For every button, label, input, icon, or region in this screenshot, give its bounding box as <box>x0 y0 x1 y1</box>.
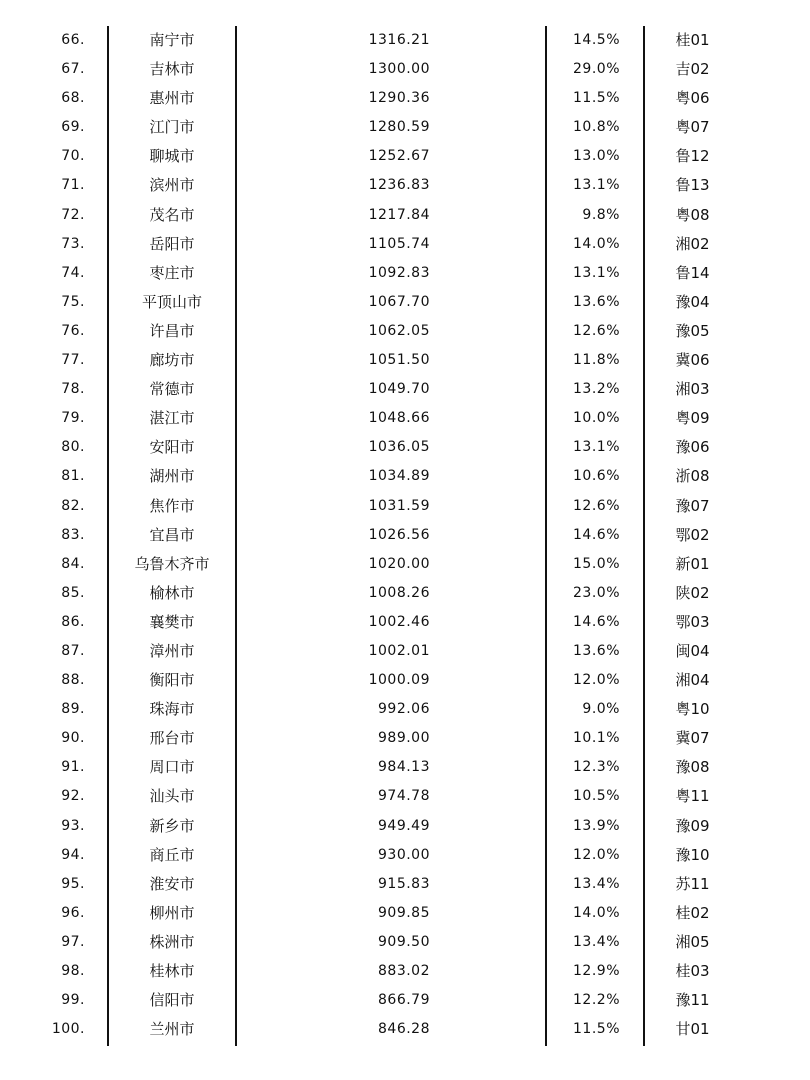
city-cell: 常德市 <box>149 380 195 399</box>
code-cell: 湘04 <box>675 671 710 690</box>
city-cell: 宜昌市 <box>149 525 195 544</box>
growth-cell: 11.5% <box>573 1021 620 1038</box>
city-cell: 周口市 <box>149 758 195 777</box>
rank-cell: 77. <box>61 352 85 369</box>
table-row <box>0 55 810 84</box>
code-cell: 鲁13 <box>675 176 710 195</box>
value-cell: 1217.84 <box>368 206 430 223</box>
value-cell: 846.28 <box>378 1021 430 1038</box>
growth-cell: 13.4% <box>573 875 620 892</box>
table-row <box>0 317 810 346</box>
table-row <box>0 637 810 666</box>
rank-cell: 69. <box>61 119 85 136</box>
code-cell: 豫09 <box>675 816 710 835</box>
table-row <box>0 1015 810 1044</box>
rank-cell: 88. <box>61 672 85 689</box>
value-cell: 1300.00 <box>368 61 430 78</box>
value-cell: 974.78 <box>378 788 430 805</box>
value-cell: 1026.56 <box>368 526 430 543</box>
city-cell: 桂林市 <box>149 962 195 980</box>
code-cell: 鄂03 <box>675 612 710 631</box>
city-cell: 江门市 <box>149 118 195 137</box>
city-cell: 株洲市 <box>149 932 195 951</box>
value-cell: 1020.00 <box>368 555 430 572</box>
value-cell: 1092.83 <box>368 264 430 281</box>
code-cell: 粤11 <box>675 787 710 806</box>
value-cell: 909.50 <box>378 933 430 950</box>
code-cell: 豫10 <box>675 845 710 864</box>
city-cell: 柳州市 <box>149 903 195 922</box>
code-cell: 桂02 <box>675 903 710 922</box>
growth-cell: 13.6% <box>573 293 620 310</box>
value-cell: 1034.89 <box>368 468 430 485</box>
value-cell: 866.79 <box>378 992 430 1009</box>
table-row <box>0 346 810 375</box>
rank-cell: 94. <box>61 846 85 863</box>
table-row <box>0 259 810 288</box>
value-cell: 1105.74 <box>368 235 430 252</box>
code-cell: 新01 <box>675 554 710 573</box>
growth-cell: 15.0% <box>573 555 620 572</box>
city-cell: 湖州市 <box>149 467 195 486</box>
city-cell: 岳阳市 <box>149 234 195 253</box>
rank-cell: 74. <box>61 264 85 281</box>
value-cell: 1000.09 <box>368 672 430 689</box>
value-cell: 989.00 <box>378 730 430 747</box>
rank-cell: 68. <box>61 90 85 107</box>
rank-cell: 95. <box>61 875 85 892</box>
table-row <box>0 579 810 608</box>
code-cell: 粤06 <box>675 89 710 108</box>
city-cell: 商丘市 <box>149 845 195 864</box>
rank-cell: 85. <box>61 584 85 601</box>
value-cell: 1290.36 <box>368 90 430 107</box>
growth-cell: 23.0% <box>573 584 620 601</box>
rank-cell: 76. <box>61 322 85 339</box>
value-cell: 930.00 <box>378 846 430 863</box>
code-cell: 豫11 <box>675 991 710 1010</box>
code-cell: 豫05 <box>675 321 710 340</box>
rank-cell: 80. <box>61 439 85 456</box>
rank-cell: 67. <box>61 61 85 78</box>
city-cell: 新乡市 <box>149 816 195 835</box>
value-cell: 915.83 <box>378 875 430 892</box>
growth-cell: 9.8% <box>582 206 620 223</box>
city-cell: 淮安市 <box>149 874 195 893</box>
rank-cell: 78. <box>61 381 85 398</box>
rank-cell: 83. <box>61 526 85 543</box>
value-cell: 992.06 <box>378 701 430 718</box>
code-cell: 鲁14 <box>675 263 710 282</box>
table-row <box>0 870 810 899</box>
growth-cell: 10.6% <box>573 468 620 485</box>
table-row <box>0 550 810 579</box>
rank-cell: 89. <box>61 701 85 718</box>
city-cell: 茂名市 <box>149 205 195 224</box>
table-row <box>0 841 810 870</box>
city-cell: 榆林市 <box>149 583 195 602</box>
rank-cell: 98. <box>61 963 85 979</box>
code-cell: 粤09 <box>675 409 710 428</box>
rank-cell: 86. <box>61 613 85 630</box>
city-cell: 枣庄市 <box>149 263 195 282</box>
value-cell: 1002.46 <box>368 613 430 630</box>
code-cell: 粤08 <box>675 205 710 224</box>
growth-cell: 12.2% <box>573 992 620 1009</box>
growth-cell: 12.0% <box>573 846 620 863</box>
rank-cell: 90. <box>61 730 85 747</box>
city-cell: 衡阳市 <box>149 671 195 690</box>
table-row <box>0 492 810 521</box>
growth-cell: 13.0% <box>573 148 620 165</box>
table-row <box>0 404 810 433</box>
growth-cell: 10.0% <box>573 410 620 427</box>
growth-cell: 13.1% <box>573 177 620 194</box>
growth-cell: 12.3% <box>573 759 620 776</box>
value-cell: 1051.50 <box>368 352 430 369</box>
rank-cell: 93. <box>61 817 85 834</box>
table-row <box>0 724 810 753</box>
city-cell: 珠海市 <box>149 700 195 719</box>
table-row <box>0 113 810 142</box>
growth-cell: 13.2% <box>573 381 620 398</box>
value-cell: 1048.66 <box>368 410 430 427</box>
rank-cell: 82. <box>61 497 85 514</box>
code-cell: 豫04 <box>675 292 710 311</box>
code-cell: 粤10 <box>675 700 710 719</box>
value-cell: 1067.70 <box>368 293 430 310</box>
code-cell: 豫07 <box>675 496 710 515</box>
city-cell: 许昌市 <box>149 321 195 340</box>
table-row <box>0 986 810 1015</box>
growth-cell: 13.1% <box>573 264 620 281</box>
table-row <box>0 84 810 113</box>
rank-cell: 79. <box>61 410 85 427</box>
city-cell: 滨州市 <box>149 176 195 195</box>
city-cell: 廊坊市 <box>149 351 195 370</box>
table-row <box>0 521 810 550</box>
city-cell: 焦作市 <box>149 496 195 515</box>
value-cell: 1280.59 <box>368 119 430 136</box>
code-cell: 甘01 <box>675 1020 710 1039</box>
value-cell: 984.13 <box>378 759 430 776</box>
growth-cell: 14.0% <box>573 904 620 921</box>
table-row <box>0 957 810 986</box>
rank-cell: 71. <box>61 177 85 194</box>
rank-cell: 84. <box>61 555 85 572</box>
rank-cell: 81. <box>61 468 85 485</box>
rank-cell: 97. <box>61 933 85 950</box>
growth-cell: 12.0% <box>573 672 620 689</box>
growth-cell: 11.5% <box>573 90 620 107</box>
ranking-table <box>0 26 810 1044</box>
growth-cell: 10.1% <box>573 730 620 747</box>
city-cell: 信阳市 <box>149 991 195 1010</box>
table-row <box>0 608 810 637</box>
growth-cell: 10.5% <box>573 788 620 805</box>
city-cell: 乌鲁木齐市 <box>134 554 210 573</box>
growth-cell: 11.8% <box>573 352 620 369</box>
growth-cell: 12.6% <box>573 322 620 339</box>
value-cell: 1252.67 <box>368 148 430 165</box>
rank-cell: 99. <box>61 992 85 1009</box>
value-cell: 1236.83 <box>368 177 430 194</box>
value-cell: 1008.26 <box>368 584 430 601</box>
rank-cell: 96. <box>61 904 85 921</box>
city-cell: 平顶山市 <box>141 292 202 311</box>
value-cell: 1031.59 <box>368 497 430 514</box>
table-row <box>0 695 810 724</box>
code-cell: 吉02 <box>675 60 710 79</box>
value-cell: 1002.01 <box>368 642 430 659</box>
table-row <box>0 666 810 695</box>
code-cell: 湘05 <box>675 932 710 951</box>
growth-cell: 14.6% <box>573 613 620 630</box>
growth-cell: 14.0% <box>573 235 620 252</box>
rank-cell: 100. <box>51 1021 85 1038</box>
rank-cell: 91. <box>61 759 85 776</box>
code-cell: 豫06 <box>675 438 710 457</box>
rank-cell: 70. <box>61 148 85 165</box>
table-row <box>0 230 810 259</box>
rank-cell: 92. <box>61 788 85 805</box>
city-cell: 汕头市 <box>149 787 195 806</box>
city-cell: 邢台市 <box>149 729 195 748</box>
table-row <box>0 26 810 55</box>
code-cell: 湘03 <box>675 380 710 399</box>
value-cell: 1062.05 <box>368 322 430 339</box>
growth-cell: 13.6% <box>573 642 620 659</box>
code-cell: 桂03 <box>675 962 710 980</box>
city-cell: 湛江市 <box>149 409 195 428</box>
code-cell: 鲁12 <box>675 147 710 166</box>
table-row <box>0 753 810 782</box>
code-cell: 浙08 <box>675 467 710 486</box>
city-cell: 安阳市 <box>149 438 195 457</box>
table-row <box>0 142 810 171</box>
table-row <box>0 462 810 491</box>
code-cell: 闽04 <box>675 641 710 660</box>
code-cell: 豫08 <box>675 758 710 777</box>
rank-cell: 73. <box>61 235 85 252</box>
value-cell: 1049.70 <box>368 381 430 398</box>
code-cell: 苏11 <box>675 874 710 893</box>
rank-cell: 75. <box>61 293 85 310</box>
city-cell: 漳州市 <box>149 641 195 660</box>
growth-cell: 13.1% <box>573 439 620 456</box>
growth-cell: 9.0% <box>582 701 620 718</box>
table-row <box>0 812 810 841</box>
table-row <box>0 288 810 317</box>
growth-cell: 10.8% <box>573 119 620 136</box>
city-cell: 襄樊市 <box>149 612 195 631</box>
city-cell: 惠州市 <box>149 89 195 108</box>
growth-cell: 14.6% <box>573 526 620 543</box>
code-cell: 粤07 <box>675 118 710 137</box>
value-cell: 1036.05 <box>368 439 430 456</box>
growth-cell: 12.9% <box>573 963 620 979</box>
growth-cell: 12.6% <box>573 497 620 514</box>
value-cell: 949.49 <box>378 817 430 834</box>
growth-cell: 13.4% <box>573 933 620 950</box>
table-row <box>0 782 810 811</box>
value-cell: 909.85 <box>378 904 430 921</box>
table-row <box>0 433 810 462</box>
table-row <box>0 899 810 928</box>
city-cell: 兰州市 <box>149 1020 195 1039</box>
value-cell: 1316.21 <box>368 32 430 48</box>
city-cell: 南宁市 <box>149 31 195 49</box>
growth-cell: 29.0% <box>573 61 620 78</box>
growth-cell: 14.5% <box>573 32 620 48</box>
table-row <box>0 201 810 230</box>
city-cell: 聊城市 <box>149 147 195 166</box>
table-row <box>0 375 810 404</box>
code-cell: 桂01 <box>675 31 710 49</box>
rank-cell: 72. <box>61 206 85 223</box>
code-cell: 冀06 <box>675 351 710 370</box>
table-row <box>0 171 810 200</box>
rank-cell: 66. <box>61 32 85 48</box>
code-cell: 湘02 <box>675 234 710 253</box>
growth-cell: 13.9% <box>573 817 620 834</box>
rank-cell: 87. <box>61 642 85 659</box>
code-cell: 冀07 <box>675 729 710 748</box>
code-cell: 陕02 <box>675 583 710 602</box>
value-cell: 883.02 <box>378 963 430 979</box>
code-cell: 鄂02 <box>675 525 710 544</box>
city-cell: 吉林市 <box>149 60 195 79</box>
table-row <box>0 928 810 957</box>
